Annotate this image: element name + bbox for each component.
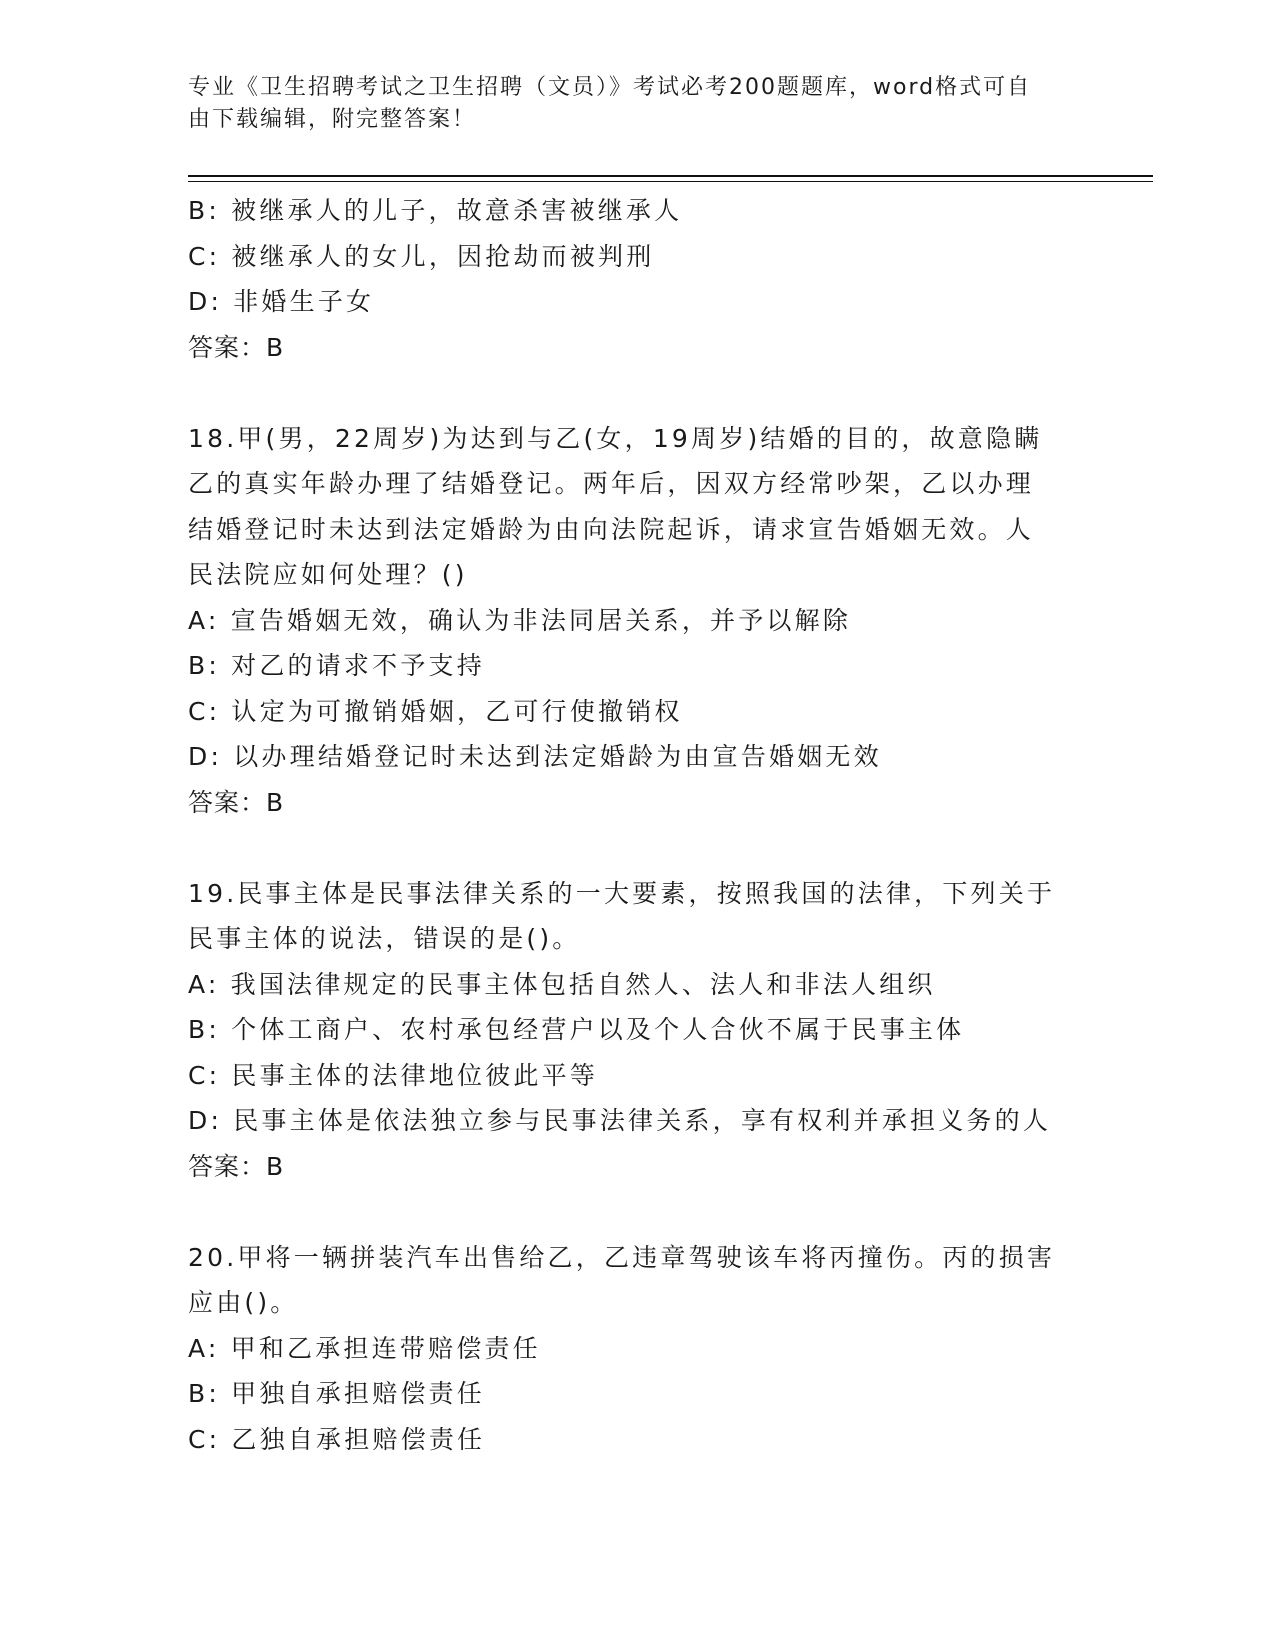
spacer xyxy=(188,1189,1088,1235)
option-d: D: 以办理结婚登记时未达到法定婚龄为由宣告婚姻无效 xyxy=(188,742,882,771)
option-c: C: 被继承人的女儿，因抢劫而被判刑 xyxy=(188,241,655,271)
option-a: A: 我国法律规定的民事主体包括自然人、法人和非法人组织 xyxy=(188,969,936,999)
header-line-2: 由下载编辑，附完整答案！ xyxy=(188,107,477,132)
option-b: B: 个体工商户、农村承包经营户以及个人合伙不属于民事主体 xyxy=(188,1015,965,1044)
question-stem-line: 乙的真实年龄办理了结婚登记。两年后，因双方经常吵架，乙以办理 xyxy=(188,469,1035,498)
question-18 xyxy=(188,416,1088,826)
option-b: B: 对乙的请求不予支持 xyxy=(188,651,485,680)
document-body xyxy=(188,188,1088,1462)
option-d: D: 民事主体是依法独立参与民事法律关系，享有权利并承担义务的人 xyxy=(188,1106,1052,1135)
question-stem-line: 结婚登记时未达到法定婚龄为由向法院起诉，请求宣告婚姻无效。人 xyxy=(188,514,1035,544)
question-20 xyxy=(188,1235,1088,1463)
option-b: B: 被继承人的儿子，故意杀害被继承人 xyxy=(188,196,683,225)
header-line-1: 专业《卫生招聘考试之卫生招聘（文员）》考试必考200题题库，word格式可自 xyxy=(188,75,1032,100)
answer-line: 答案：B xyxy=(188,787,285,817)
question-17-continued xyxy=(188,188,1088,370)
option-a: A: 甲和乙承担连带赔偿责任 xyxy=(188,1333,541,1363)
question-stem-line: 20.甲将一辆拼装汽车出售给乙，乙违章驾驶该车将丙撞伤。丙的损害 xyxy=(188,1242,1056,1272)
option-c: C: 认定为可撤销婚姻，乙可行使撤销权 xyxy=(188,696,683,726)
option-c: C: 民事主体的法律地位彼此平等 xyxy=(188,1060,599,1090)
option-a: A: 宣告婚姻无效，确认为非法同居关系，并予以解除 xyxy=(188,605,852,635)
spacer xyxy=(188,370,1088,416)
header-divider-thin xyxy=(188,181,1153,182)
option-c: C: 乙独自承担赔偿责任 xyxy=(188,1424,486,1454)
document-header xyxy=(188,72,1068,136)
question-19 xyxy=(188,871,1088,1190)
answer-line: 答案：B xyxy=(188,332,285,362)
question-stem-line: 民法院应如何处理？() xyxy=(188,560,468,589)
question-stem-line: 应由()。 xyxy=(188,1288,299,1317)
header-divider-thick xyxy=(188,175,1153,177)
question-stem-line: 民事主体的说法，错误的是()。 xyxy=(188,924,581,953)
answer-line: 答案：B xyxy=(188,1151,285,1181)
option-b: B: 甲独自承担赔偿责任 xyxy=(188,1379,485,1408)
question-stem-line: 18.甲(男，22周岁)为达到与乙(女，19周岁)结婚的目的，故意隐瞒 xyxy=(188,423,1043,453)
option-d: D: 非婚生子女 xyxy=(188,287,375,316)
spacer xyxy=(188,825,1088,871)
question-stem-line: 19.民事主体是民事法律关系的一大要素，按照我国的法律，下列关于 xyxy=(188,878,1056,908)
